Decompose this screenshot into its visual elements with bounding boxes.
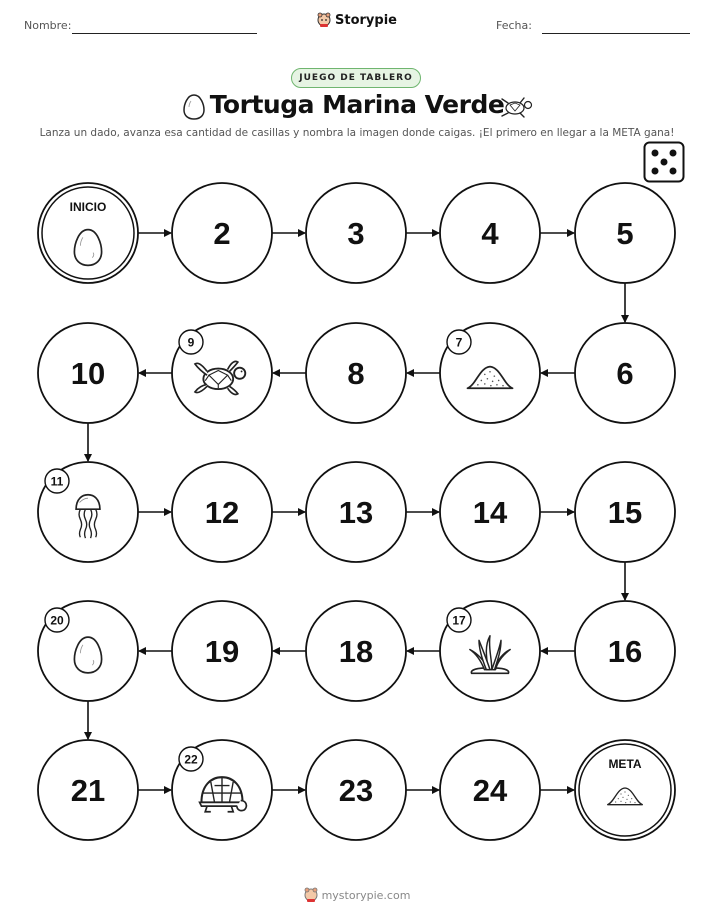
space-number: 12 [204, 495, 240, 530]
storypie-logo-icon [304, 887, 318, 903]
egg-icon [74, 230, 101, 266]
board-space-16[interactable] [575, 601, 675, 701]
name-label: Nombre: [24, 19, 72, 32]
board-space-15[interactable] [575, 462, 675, 562]
space-number: 16 [607, 634, 643, 669]
space-number: 14 [472, 495, 508, 530]
date-label: Fecha: [496, 19, 532, 32]
board-space-12[interactable] [172, 462, 272, 562]
board-space-meta[interactable] [575, 740, 675, 840]
space-number: 4 [481, 216, 499, 251]
board-space-2[interactable] [172, 183, 272, 283]
board-space-5[interactable] [575, 183, 675, 283]
footer-url[interactable]: mystorypie.com [321, 888, 411, 902]
board-space-9[interactable] [172, 323, 272, 423]
board-space-19[interactable] [172, 601, 272, 701]
board-space-13[interactable] [306, 462, 406, 562]
space-number: 10 [70, 356, 106, 391]
board-space-14[interactable] [440, 462, 540, 562]
board-space-11[interactable] [38, 462, 138, 562]
space-number: 22 [184, 752, 198, 767]
space-number: 2 [213, 216, 231, 251]
space-number: 11 [50, 474, 64, 489]
brand-name: Storypie [335, 12, 397, 28]
finish-label: META [608, 757, 642, 771]
board-space-22[interactable] [172, 740, 272, 840]
board-space-8[interactable] [306, 323, 406, 423]
game-type-badge: JUEGO DE TABLERO [291, 68, 421, 88]
board-space-7[interactable] [440, 323, 540, 423]
board-space-24[interactable] [440, 740, 540, 840]
space-number: 21 [70, 773, 106, 808]
board-space-18[interactable] [306, 601, 406, 701]
space-number: 13 [338, 495, 374, 530]
space-number: 3 [347, 216, 365, 251]
space-number: 19 [204, 634, 240, 669]
board-space-3[interactable] [306, 183, 406, 283]
board-space-inicio[interactable] [38, 183, 138, 283]
space-number: 6 [616, 356, 634, 391]
space-number: 17 [452, 613, 466, 628]
space-number: 15 [607, 495, 643, 530]
board-space-4[interactable] [440, 183, 540, 283]
board-space-20[interactable] [38, 601, 138, 701]
space-number: 18 [338, 634, 374, 669]
board-space-17[interactable] [440, 601, 540, 701]
board-space-21[interactable] [38, 740, 138, 840]
space-number: 23 [338, 773, 374, 808]
space-number: 20 [50, 613, 64, 628]
space-number: 7 [455, 335, 463, 350]
space-number: 5 [616, 216, 634, 251]
footer [0, 887, 714, 906]
space-number: 8 [347, 356, 365, 391]
instructions: Lanza un dado, avanza esa cantidad de casillas y nombra la imagen donde caigas. ¡El primero en llegar a la META gana! [39, 127, 675, 139]
board-space-6[interactable] [575, 323, 675, 423]
start-label: INICIO [69, 200, 107, 214]
page-title: Tortuga Marina Verde [209, 90, 505, 119]
board-space-10[interactable] [38, 323, 138, 423]
space-number: 9 [187, 335, 195, 350]
board-space-23[interactable] [306, 740, 406, 840]
space-number: 24 [472, 773, 508, 808]
egg-icon [74, 637, 101, 673]
